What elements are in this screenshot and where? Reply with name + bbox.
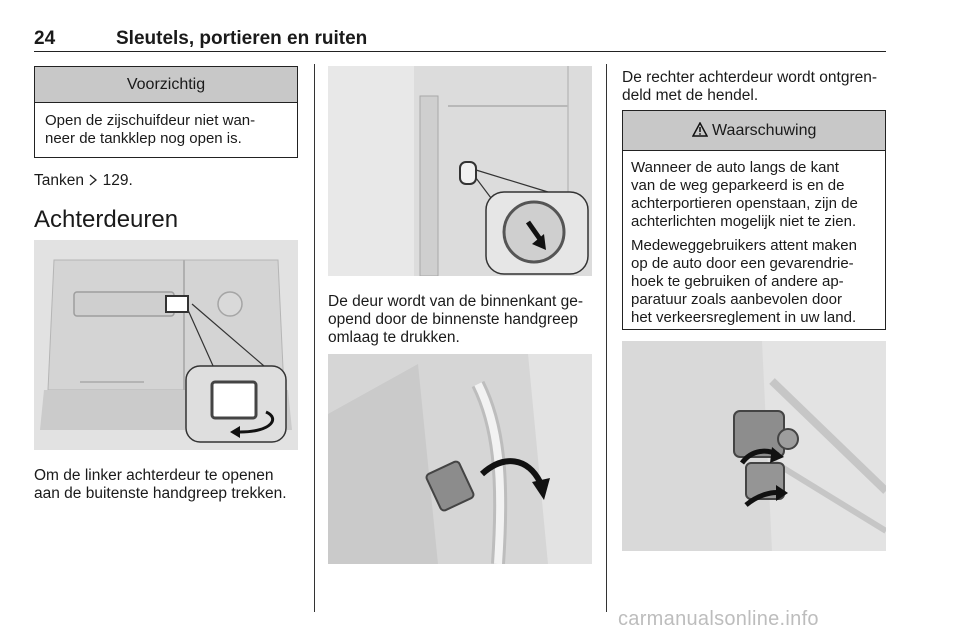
section-heading: Achterdeuren bbox=[34, 206, 179, 233]
warning-title: Waarschuwing bbox=[712, 122, 817, 139]
caution-box bbox=[34, 66, 298, 158]
warning-header bbox=[623, 111, 885, 151]
warning-paragraph-2: Medeweggebruikers attent maken op de auto door een gevarendrie- hoek te gebruiken of andere ap- paratuur zoals aanbevolen door het verkeersreglement in uw land. bbox=[631, 237, 857, 326]
door-lever-photo bbox=[328, 354, 592, 564]
page-number: 24 bbox=[34, 28, 56, 49]
page-header bbox=[34, 28, 886, 52]
right-intro-text: De rechter achterdeur wordt ontgren- deld met de hendel. bbox=[622, 69, 878, 104]
warning-paragraph-1: Wanneer de auto langs de kant van de weg geparkeerd is en de achterportieren openstaan, zijn de achterlichten mogelijk niet te zien. bbox=[631, 159, 858, 230]
caution-text: Open de zijschuifdeur niet wan- neer de tankklep nog open is. bbox=[45, 112, 256, 147]
left-caption: Om de linker achterdeur te openen aan de buitenste handgreep trekken. bbox=[34, 467, 287, 502]
column-divider bbox=[314, 64, 315, 612]
warning-text bbox=[623, 151, 885, 327]
warning-triangle-icon bbox=[692, 122, 712, 139]
warning-box bbox=[622, 110, 886, 330]
refuel-reference[interactable]: Tanken 129. bbox=[34, 172, 133, 189]
caution-title: Voorzichtig bbox=[35, 67, 297, 103]
door-hinge-photo bbox=[622, 341, 886, 551]
chevron-right-icon bbox=[88, 172, 102, 189]
column-divider bbox=[606, 64, 607, 612]
watermark: carmanualsonline.info bbox=[618, 608, 819, 630]
rear-door-exterior-photo bbox=[34, 240, 298, 450]
inside-handle-photo bbox=[328, 66, 592, 276]
middle-caption: De deur wordt van de binnenkant ge- opend door de binnenste handgreep omlaag te drukken. bbox=[328, 293, 584, 346]
page-title: Sleutels, portieren en ruiten bbox=[116, 28, 368, 49]
